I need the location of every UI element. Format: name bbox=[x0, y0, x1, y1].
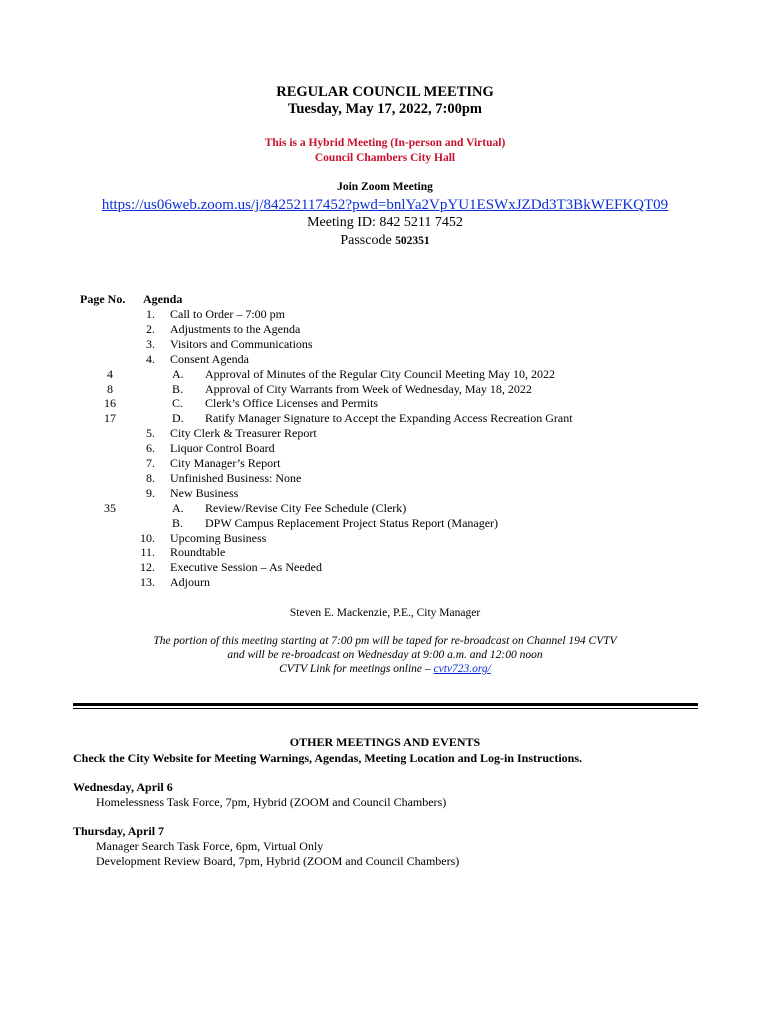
agenda-item-text: Upcoming Business bbox=[170, 530, 267, 545]
agenda-item-number: 2. bbox=[146, 321, 155, 336]
agenda-item bbox=[0, 575, 770, 590]
agenda-item-text: Adjustments to the Agenda bbox=[170, 321, 301, 336]
agenda-subitem-letter: A. bbox=[172, 500, 184, 515]
agenda-item bbox=[0, 441, 770, 456]
agenda-item bbox=[0, 396, 770, 411]
agenda-item bbox=[0, 516, 770, 531]
agenda-subitem-text: Review/Revise City Fee Schedule (Clerk) bbox=[205, 500, 407, 515]
agenda-item bbox=[0, 382, 770, 397]
agenda-item bbox=[0, 411, 770, 426]
agenda-subitem-text: Clerk’s Office Licenses and Permits bbox=[205, 396, 379, 411]
agenda-subitem-letter: A. bbox=[172, 366, 184, 381]
zoom-meeting-link[interactable]: https://us06web.zoom.us/j/84252117452?pwd=bnlYa2VpYU1ESWxJZDd3T3BkWEFKQT09 bbox=[101, 197, 669, 213]
agenda-item bbox=[0, 322, 770, 337]
agenda-item bbox=[0, 352, 770, 367]
passcode-label: Passcode bbox=[340, 233, 396, 248]
agenda-item-text: Visitors and Communications bbox=[170, 336, 313, 351]
agenda-subitem-text: Approval of Minutes of the Regular City Council Meeting May 10, 2022 bbox=[205, 366, 555, 381]
agenda-page-number: 35 bbox=[104, 500, 116, 515]
day-heading: Wednesday, April 6 bbox=[73, 780, 173, 794]
agenda-item bbox=[0, 501, 770, 516]
agenda-item bbox=[0, 456, 770, 471]
agenda-item-number: 12. bbox=[140, 560, 155, 575]
agenda-item bbox=[0, 337, 770, 352]
agenda-item-number: 7. bbox=[146, 456, 155, 470]
agenda-page-number: 17 bbox=[104, 411, 116, 426]
hybrid-notice: This is a Hybrid Meeting (In-person and Virtual) bbox=[264, 137, 506, 149]
agenda-item-number: 4. bbox=[146, 351, 155, 366]
agenda-item-text: New Business bbox=[170, 485, 239, 500]
agenda-item bbox=[0, 560, 770, 575]
agenda-item bbox=[0, 307, 770, 322]
agenda-item-text: Executive Session – As Needed bbox=[170, 560, 322, 575]
page-no-header: Page No. bbox=[80, 292, 126, 306]
agenda-item-text: Consent Agenda bbox=[170, 351, 249, 366]
agenda-item bbox=[0, 486, 770, 501]
agenda-subitem-letter: B. bbox=[172, 381, 184, 396]
agenda-item-number: 11. bbox=[140, 545, 155, 560]
event-item: Manager Search Task Force, 6pm, Virtual Only bbox=[96, 839, 324, 853]
agenda-item bbox=[0, 531, 770, 546]
join-zoom-label: Join Zoom Meeting bbox=[337, 181, 433, 193]
meeting-location: Council Chambers City Hall bbox=[314, 152, 456, 164]
agenda-item-text: Roundtable bbox=[170, 545, 226, 560]
meeting-id: Meeting ID: 842 5211 7452 bbox=[307, 215, 463, 230]
agenda-subitem-text: DPW Campus Replacement Project Status Report (Manager) bbox=[205, 515, 499, 530]
agenda-item-text: City Clerk & Treasurer Report bbox=[170, 426, 317, 441]
agenda-item-number: 1. bbox=[146, 307, 155, 321]
agenda-item-text: Call to Order – 7:00 pm bbox=[170, 307, 285, 321]
agenda-subitem-text: Approval of City Warrants from Week of Wednesday, May 18, 2022 bbox=[205, 381, 532, 396]
manager-signature: Steven E. Mackenzie, P.E., City Manager bbox=[289, 607, 481, 619]
agenda-page-number: 8 bbox=[107, 381, 113, 396]
agenda-item-number: 6. bbox=[146, 441, 155, 456]
cvtv-link[interactable]: cvtv723.org/ bbox=[433, 663, 491, 675]
section-divider-thin bbox=[73, 708, 698, 709]
agenda-page-number: 16 bbox=[104, 396, 116, 411]
agenda-item-number: 3. bbox=[146, 336, 155, 351]
broadcast-line-2: and will be re-broadcast on Wednesday at 9:00 a.m. and 12:00 noon bbox=[227, 649, 543, 661]
agenda-subitem-text: Ratify Manager Signature to Accept the Expanding Access Recreation Grant bbox=[205, 411, 573, 426]
agenda-subitem-letter: B. bbox=[172, 515, 184, 530]
agenda-item bbox=[0, 367, 770, 382]
event-item: Homelessness Task Force, 7pm, Hybrid (ZOOM and Council Chambers) bbox=[96, 795, 447, 809]
meeting-date: Tuesday, May 17, 2022, 7:00pm bbox=[287, 101, 483, 117]
agenda-item-number: 9. bbox=[146, 485, 155, 500]
agenda-item bbox=[0, 426, 770, 441]
section-divider bbox=[73, 703, 698, 706]
agenda-item-text: Liquor Control Board bbox=[170, 441, 275, 456]
agenda-item-number: 13. bbox=[140, 575, 155, 590]
event-item: Development Review Board, 7pm, Hybrid (ZOOM and Council Chambers) bbox=[96, 854, 460, 868]
agenda-subitem-letter: C. bbox=[172, 396, 184, 411]
zoom-link-row bbox=[0, 196, 770, 214]
day-heading: Thursday, April 7 bbox=[73, 824, 165, 838]
meeting-title: REGULAR COUNCIL MEETING bbox=[276, 84, 494, 100]
passcode-value: 502351 bbox=[395, 235, 430, 247]
other-meetings-title: OTHER MEETINGS AND EVENTS bbox=[289, 735, 481, 749]
agenda-item-number: 10. bbox=[140, 530, 155, 545]
agenda-item bbox=[0, 471, 770, 486]
agenda-page-number: 4 bbox=[107, 366, 113, 381]
agenda-item-text: City Manager’s Report bbox=[170, 456, 281, 470]
other-meetings-subtitle: Check the City Website for Meeting Warnings, Agendas, Meeting Location and Log-in Instructions. bbox=[73, 751, 583, 765]
agenda-item-number: 8. bbox=[146, 470, 155, 485]
agenda-item-text: Adjourn bbox=[170, 575, 210, 590]
cvtv-link-label: CVTV Link for meetings online – bbox=[279, 663, 434, 675]
agenda-subitem-letter: D. bbox=[172, 411, 184, 426]
agenda-item bbox=[0, 545, 770, 560]
agenda-item-text: Unfinished Business: None bbox=[170, 470, 302, 485]
agenda-item-number: 5. bbox=[146, 426, 155, 441]
broadcast-line-1: The portion of this meeting starting at 7:00 pm will be taped for re-broadcast on Channel 194 CVTV bbox=[153, 635, 617, 647]
passcode-row bbox=[0, 233, 770, 249]
agenda-header: Agenda bbox=[143, 292, 183, 306]
broadcast-line-3 bbox=[0, 663, 770, 675]
